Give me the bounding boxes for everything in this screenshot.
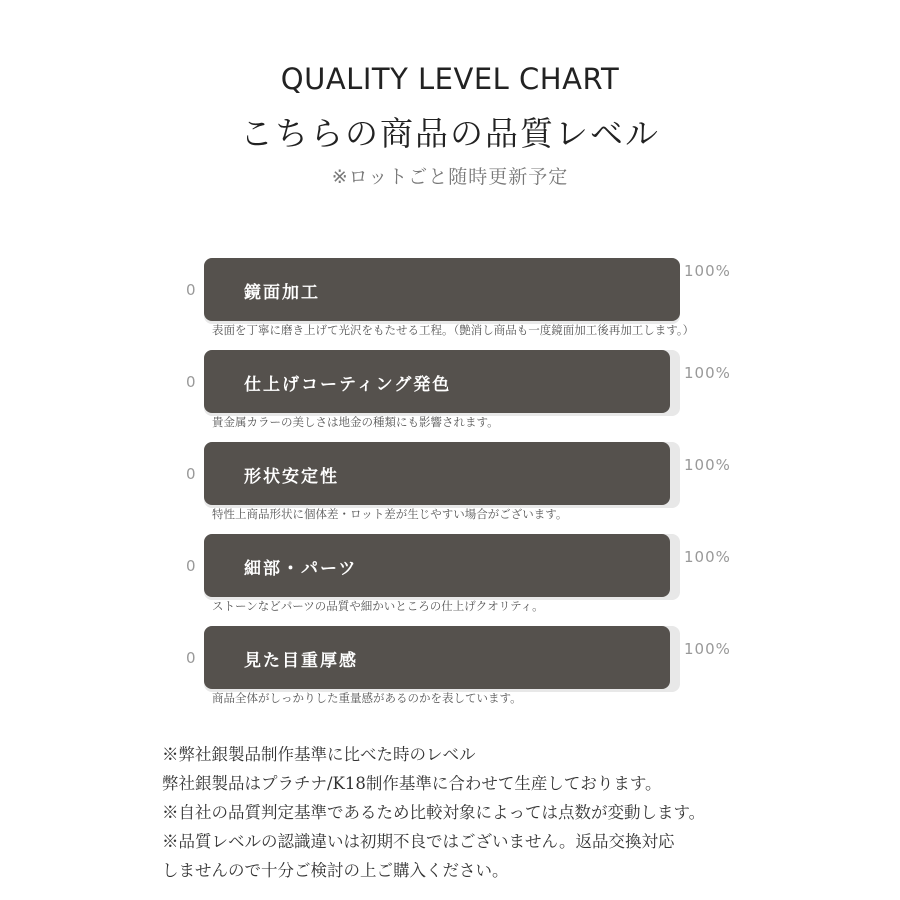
chart-row: [0, 350, 900, 442]
subtitle: ※ロットごと随時更新予定: [331, 166, 569, 188]
scale-min-label: 0: [186, 649, 196, 667]
scale-max-label: 100%: [684, 548, 731, 566]
scale-min-label: 0: [186, 281, 196, 299]
bar-label: 細部・パーツ: [244, 559, 358, 579]
scale-max-label: 100%: [684, 456, 731, 474]
note-line: ※自社の品質判定基準であるため比較対象によっては点数が変動します。: [162, 803, 706, 822]
scale-min-label: 0: [186, 465, 196, 483]
chart-row: [0, 258, 900, 350]
bar-description: 表面を丁寧に磨き上げて光沢をもたせる工程。（艶消し商品も一度鏡面加工後再加工します。）: [212, 323, 695, 337]
chart-row: [0, 534, 900, 626]
bar-label: 形状安定性: [244, 467, 339, 487]
scale-min-label: 0: [186, 557, 196, 575]
bar-description: 商品全体がしっかりした重量感があるのかを表しています。: [212, 691, 522, 705]
note-line: ※弊社銀製品制作基準に比べた時のレベル: [162, 745, 476, 764]
scale-max-label: 100%: [684, 640, 731, 658]
title-en: QUALITY LEVEL CHART: [280, 62, 620, 96]
notes: [162, 740, 862, 885]
note-line: ※品質レベルの認識違いは初期不良ではございません。返品交換対応: [162, 832, 675, 851]
scale-max-label: 100%: [684, 364, 731, 382]
chart-row: [0, 626, 900, 718]
title-jp: こちらの商品の品質レベル: [240, 114, 660, 153]
bar-label: 見た目重厚感: [244, 651, 358, 671]
bar-label: 鏡面加工: [244, 283, 320, 303]
bar-description: ストーンなどパーツの品質や細かいところの仕上げクオリティ。: [212, 599, 544, 613]
note-line: しませんので十分ご検討の上ご購入ください。: [162, 861, 509, 880]
bar-description: 貴金属カラーの美しさは地金の種類にも影響されます。: [212, 415, 499, 429]
bar-label: 仕上げコーティング発色: [244, 375, 452, 395]
note-line: 弊社銀製品はプラチナ/K18制作基準に合わせて生産しております。: [162, 774, 662, 793]
scale-min-label: 0: [186, 373, 196, 391]
scale-max-label: 100%: [684, 262, 731, 280]
chart-row: [0, 442, 900, 534]
bar-description: 特性上商品形状に個体差・ロット差が生じやすい場合がございます。: [212, 507, 568, 521]
